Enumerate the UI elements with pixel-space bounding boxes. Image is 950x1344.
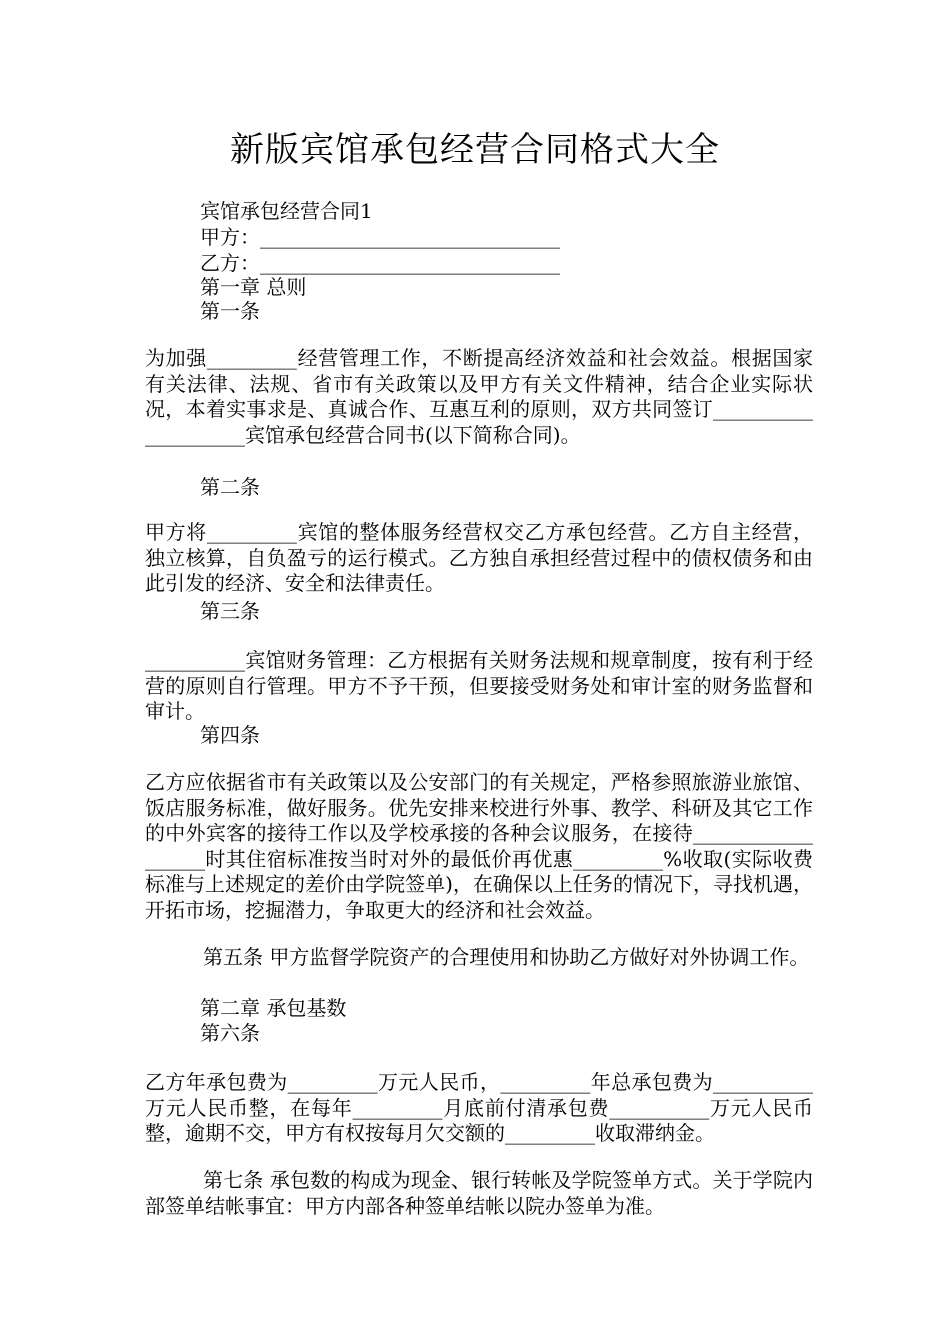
article-3-heading: 第三条	[200, 599, 260, 623]
article-2-heading: 第二条	[200, 475, 260, 499]
article-4-heading: 第四条	[200, 723, 260, 747]
document-title: 新版宾馆承包经营合同格式大全	[230, 130, 720, 170]
article-2-body: 甲方将_________宾馆的整体服务经营权交乙方承包经营。乙方自主经营，独立核算，自负盈亏的运行模式。乙方独自承担经营过程中的债权债务和由此引发的经济、安全和法律责任。	[145, 520, 813, 596]
chapter-2-heading: 第二章 承包基数	[200, 996, 347, 1020]
article-3-body: __________宾馆财务管理：乙方根据有关财务法规和规章制度，按有利于经营的原则自行管理。甲方不予干预，但要接受财务处和审计室的财务监督和审计。	[145, 648, 813, 724]
article-5: 第五条 甲方监督学院资产的合理使用和协助乙方做好对外协调工作。	[203, 945, 810, 969]
article-6-heading: 第六条	[200, 1021, 260, 1045]
party-b-line: 乙方：______________________________	[200, 251, 560, 275]
article-1-body: 为加强_________经营管理工作，不断提高经济效益和社会效益。根据国家有关法律、法规、省市有关政策以及甲方有关文件精神，结合企业实际状况，本着实事求是、真诚合作、互惠互利的原则，双方共同签订____________________宾馆承包经营合同书(以下简称合同)。	[145, 346, 813, 447]
party-a-line: 甲方：______________________________	[200, 225, 560, 249]
article-6-body: 乙方年承包费为_________万元人民币，_________年总承包费为__________万元人民币整，在每年_________月底前付清承包费__________万元人民币整，逾期不交，甲方有权按每月欠交额的_________收取滞纳金。	[145, 1070, 813, 1146]
chapter-1-heading: 第一章 总则	[200, 275, 307, 299]
contract-number: 宾馆承包经营合同1	[200, 199, 373, 223]
article-7: 第七条 承包数的构成为现金、银行转帐及学院签单方式。关于学院内部签单结帐事宜：甲方内部各种签单结帐以院办签单为准。	[145, 1168, 813, 1218]
article-1-heading: 第一条	[200, 299, 260, 323]
article-4-body: 乙方应依据省市有关政策以及公安部门的有关规定，严格参照旅游业旅馆、饭店服务标准，做好服务。优先安排来校进行外事、教学、科研及其它工作的中外宾客的接待工作以及学校承接的各种会议服务，在接待__________________时其住宿标准按当时对外的最低价再优惠_________%收取(实际收费标准与上述规定的差价由学院签单)，在确保以上任务的情况下，寻找机遇，开拓市场，挖掘潜力，争取更大的经济和社会效益。	[145, 770, 813, 922]
